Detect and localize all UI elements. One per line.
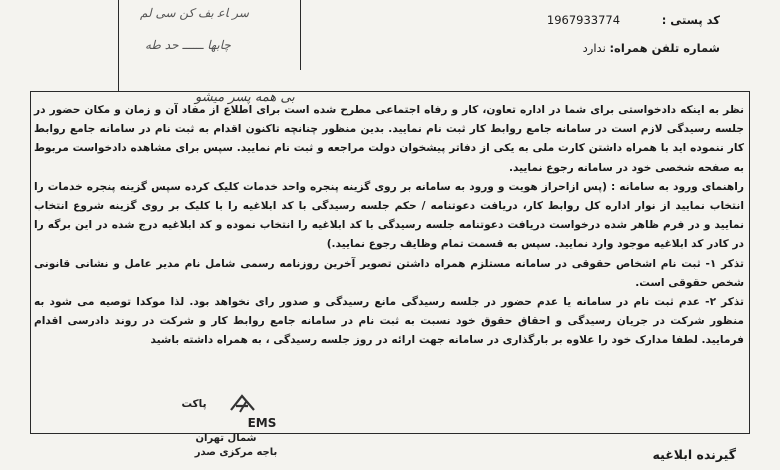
handwritten-box-border bbox=[118, 0, 119, 91]
stamp-logo-text: پاکت bbox=[181, 398, 207, 410]
handwritten-scribble: ﭼﺎﺑﻬﺎ ــــــ ﺣﺪ ﻃﻪ bbox=[145, 38, 231, 52]
box-left-border bbox=[30, 91, 31, 433]
bottom-divider bbox=[30, 433, 750, 434]
receiver-label: گیرنده ابلاغیه bbox=[652, 447, 736, 462]
notice-body bbox=[34, 101, 744, 351]
postal-code-label: کد پستی : bbox=[661, 13, 720, 27]
mobile-field bbox=[583, 41, 720, 55]
post-logo-icon bbox=[228, 392, 258, 416]
handwritten-box-border-right bbox=[300, 0, 301, 70]
handwritten-scribble: ﺳﺮ ﺎﻋ ﺑﻒ ﮐﻦ ﺳﯽ ﻟﻢ bbox=[140, 6, 249, 20]
top-divider bbox=[30, 91, 750, 92]
postal-code-field bbox=[547, 13, 720, 27]
notice-paragraph-1: نظر به اینکه دادخواستی برای شما در اداره تعاون، کار و رفاه اجتماعی مطرح شده است برای اطلاع از مفاد آن و زمان و مکان حضور در جلسه رسیدگی لازم است در سامانه جامع روابط کار ثبت نام نمایید. بدین منظور چنانچه تاکنون اقدام به ثبت نام در سامانه جامع روابط کار ننموده اید با همراه داشتن کارت ملی به یکی از دفاتر پیشخوان دولت مراجعه و ثبت نام نمایید. سپس برای مشاهده دادخواست مربوط به صفحه شخصی خود در سامانه رجوع نمایید. bbox=[34, 104, 744, 174]
notice-paragraph-2: راهنمای ورود به سامانه : (پس ازاحراز هویت و ورود به سامانه بر روی گزینه پنجره واحد خدمات کلیک کرده سپس گزینه پنجره خدمات را انتخاب نمایید از نوار اداره کل روابط کار، دریافت دعوتنامه / حکم جلسه رسیدگی با کد ابلاغیه را با کلیک بر روی گزینه شروع انتخاب نمایید و در فرم ظاهر شده درخواست دریافت دعوتنامه جلسه رسیدگی با کد ابلاغیه را انتخاب نموده و کد ابلاغیه درج شده در این برگه را در کادر کد ابلاغیه موجود وارد نمایید. سپس به قسمت تمام وظایف رجوع نمایید.) bbox=[34, 180, 744, 251]
ems-stamp bbox=[170, 392, 320, 462]
postal-code-value: 1967933774 bbox=[546, 13, 621, 27]
stamp-brand: EMS bbox=[247, 416, 277, 430]
handwritten-scribble: ﺑﯽ ﻫﻤﻪ ﭘﺴﺮ ﻣﯿﺸﻮ bbox=[195, 90, 295, 105]
mobile-label: شماره تلفن همراه: bbox=[609, 41, 720, 55]
stamp-line-1: شمال تهران bbox=[195, 433, 257, 444]
notice-note-2: تذکر ۲- عدم ثبت نام در سامانه یا عدم حضور در جلسه رسیدگی مانع رسیدگی و صدور رای نخواهد بود. لذا موکدا توصیه می شود به منظور شرکت در جریان رسیدگی و احقاق حقوق خود نسبت به ثبت نام در سامانه جامع روابط کار و شرکت در روند دادرسی اقدام فرمایید. لطفا مدارک خود را علاوه بر بارگذاری در سامانه جهت ارائه در روز جلسه رسیدگی ، به همراه داشته باشید bbox=[34, 296, 744, 347]
notice-note-1: تذکر ۱- ثبت نام اشخاص حقوقی در سامانه مستلزم همراه داشتن تصویر آخرین روزنامه رسمی شامل نام مدیر عامل و نشانی قانونی شخص حقوقی است. bbox=[34, 257, 744, 289]
box-right-border bbox=[749, 91, 750, 433]
mobile-value: ندارد bbox=[582, 41, 606, 55]
stamp-line-2: باجه مرکزی صدر bbox=[194, 447, 278, 458]
